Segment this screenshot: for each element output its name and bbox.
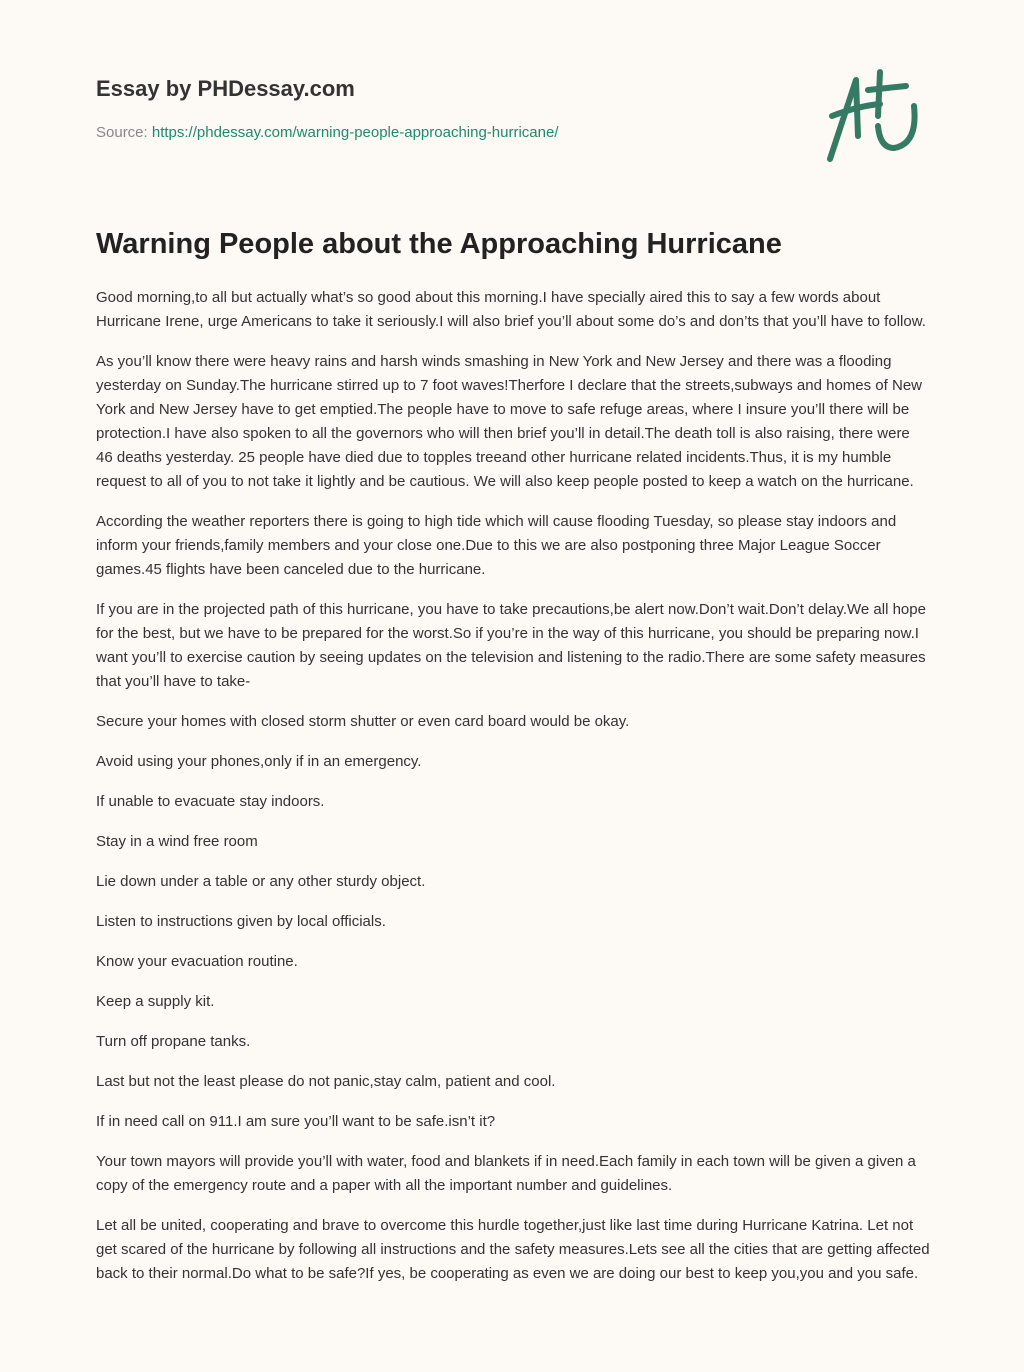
paragraph: Let all be united, cooperating and brave to overcome this hurdle together,just like last time during Hurricane Katrina. Let not get scared of the hurricane by following all instructions and the safety measures.Lets see all the cities that are getting affected back to their normal.Do what to be safe?If yes, be cooperating as even we are doing our best to keep you,you and you safe. bbox=[96, 1217, 930, 1282]
paragraph: Turn off propane tanks. bbox=[96, 1033, 251, 1050]
paragraph: Your town mayors will provide you’ll with water, food and blankets if in need.Each family in each town will be given a given a copy of the emergency route and a paper with all the important number and guidelines. bbox=[96, 1153, 916, 1194]
paragraph: Avoid using your phones,only if in an emergency. bbox=[96, 753, 422, 770]
article bbox=[96, 224, 930, 1302]
brand-title: Essay by PHDessay.com bbox=[96, 76, 355, 101]
paragraph: As you’ll know there were heavy rains and harsh winds smashing in New York and New Jersey and there was a flooding yesterday on Sunday.The hurricane stirred up to 7 foot waves!Therfore I declare that the streets,subways and homes of New York and New Jersey have to get emptied.The people have to move to safe refuge areas, where I insure you’ll there will be protection.I have also spoken to all the governors who will then brief you’ll in detail.The death toll is also raising, there were 46 deaths yesterday. 25 people have died due to topples treeand other hurricane related incidents.Thus, it is my humble request to all of you to not take it lightly and be cautious. We will also keep people posted to keep a watch on the hurricane. bbox=[96, 353, 922, 490]
paragraph: Good morning,to all but actually what’s so good about this morning.I have specially aired this to say a few words about Hurricane Irene, urge Americans to take it seriously.I will also brief you’ll about some do’s and don’ts that you’ll have to follow. bbox=[96, 289, 926, 330]
paragraph: Last but not the least please do not panic,stay calm, patient and cool. bbox=[96, 1073, 556, 1090]
paragraph: According the weather reporters there is going to high tide which will cause flooding Tuesday, so please stay indoors and inform your friends,family members and your close one.Due to this we are also postponing three Major League Soccer games.45 flights have been canceled due to the hurricane. bbox=[96, 513, 897, 578]
a-plus-logo-icon bbox=[818, 66, 928, 166]
paragraph: Secure your homes with closed storm shutter or even card board would be okay. bbox=[96, 713, 630, 730]
paragraph: If you are in the projected path of this hurricane, you have to take precautions,be alert now.Don’t wait.Don’t delay.We all hope for the best, but we have to be prepared for the worst.So if you’re in the way of this hurricane, you should be preparing now.I want you’ll to exercise caution by seeing updates on the television and listening to the radio.There are some safety measures that you’ll have to take- bbox=[96, 601, 926, 690]
paragraph: If unable to evacuate stay indoors. bbox=[96, 793, 325, 810]
paragraph: Listen to instructions given by local officials. bbox=[96, 913, 386, 930]
site-header bbox=[96, 76, 559, 141]
source-link[interactable]: https://phdessay.com/warning-people-approaching-hurricane/ bbox=[151, 124, 559, 141]
paragraph: If in need call on 911.I am sure you’ll want to be safe.isn’t it? bbox=[96, 1113, 496, 1130]
article-body bbox=[96, 286, 930, 1286]
paragraph: Lie down under a table or any other sturdy object. bbox=[96, 873, 426, 890]
paragraph: Know your evacuation routine. bbox=[96, 953, 298, 970]
source-label: Source: bbox=[96, 124, 148, 141]
article-title: Warning People about the Approaching Hurricane bbox=[96, 228, 782, 260]
paragraph: Keep a supply kit. bbox=[96, 993, 215, 1010]
source-line bbox=[96, 124, 559, 141]
paragraph: Stay in a wind free room bbox=[96, 833, 258, 850]
